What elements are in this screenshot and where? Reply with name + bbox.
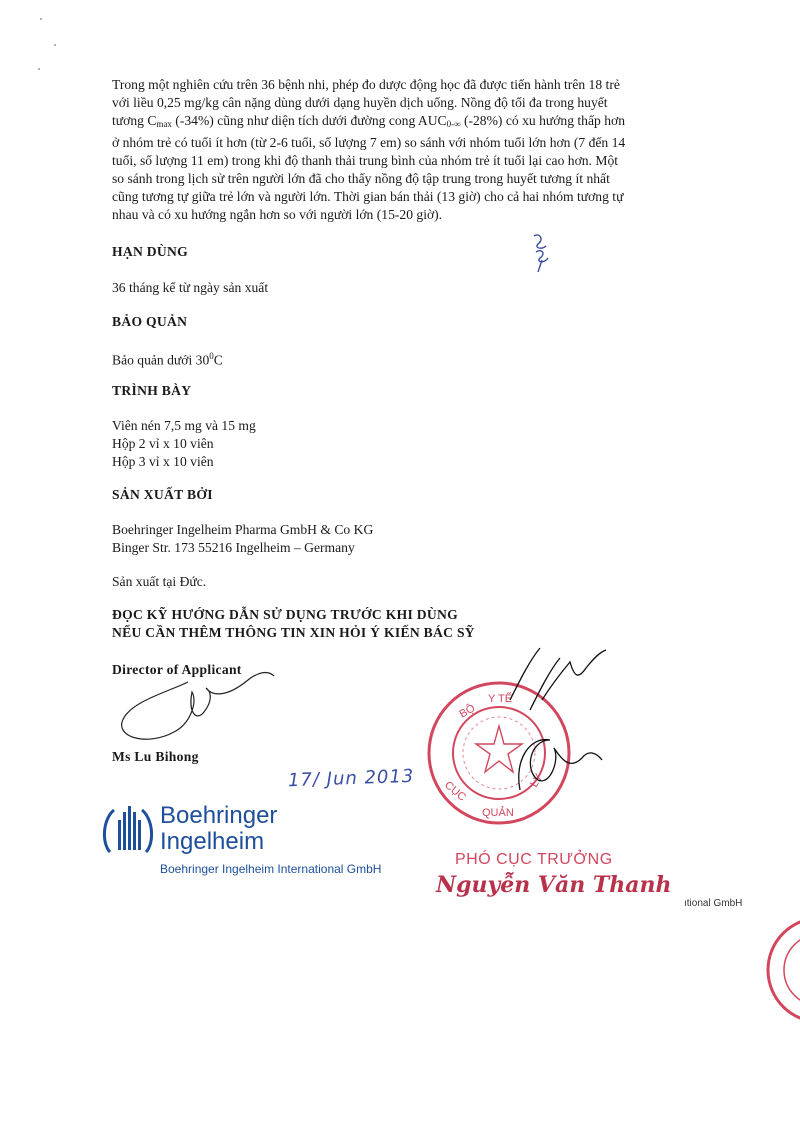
logo-company-name: Boehringer Ingelheim International GmbH <box>160 862 382 876</box>
svg-text:QUẢN: QUẢN <box>482 807 514 819</box>
paragraph-line-cmax: tương $C_{max}$ (-34%) cũng như diện tích dưới đường cong $AUC_{0-\infty}$ (-28%) có xu hướng thấp hơn <box>112 113 625 130</box>
manufacturer-address <box>112 521 373 557</box>
warning-ask-doctor: NẾU CẦN THÊM THÔNG TIN XIN HỎI Ý KIẾN BÁC SỸ <box>112 625 475 640</box>
signatory-name: Ms Lu Bihong <box>112 749 199 764</box>
paragraph-line: so sánh trong lịch sử trên người lớn đã cho thấy nồng độ tập trung trong huyết tương ít nhất <box>112 171 610 187</box>
svg-text:BỘ: BỘ <box>457 702 478 721</box>
presentation-item: Hộp 2 vỉ x 10 viên <box>112 436 214 452</box>
logo-line1: Boehringer <box>160 802 278 829</box>
manufacturer-heading: SẢN XUẤT BỞI <box>112 487 213 502</box>
logo-line2: Ingelheim <box>160 828 265 855</box>
scan-speck <box>54 44 56 46</box>
cutoff-company-text: ıtional GmbH <box>684 898 743 909</box>
paragraph-line: với liều 0,25 mg/kg cân nặng dùng dưới dạng huyền dịch uống. Nồng độ tối đa trong huyết <box>112 95 608 111</box>
shelf-life-text: 36 tháng kể từ ngày sản xuất <box>112 280 269 295</box>
scan-speck <box>38 68 40 70</box>
stamp-signature <box>490 640 610 800</box>
presentation-list <box>112 417 256 472</box>
shelf-life-heading: HẠN DÙNG <box>112 244 189 259</box>
warning-read-instructions: ĐỌC KỸ HƯỚNG DẪN SỬ DỤNG TRƯỚC KHI DÙNG <box>112 607 459 622</box>
presentation-heading: TRÌNH BÀY <box>112 383 192 398</box>
storage-text: Bảo quản dưới $30^0C$ <box>112 351 223 368</box>
pharmacokinetics-paragraph <box>112 76 692 225</box>
paragraph-line: nhau và có xu hướng ngắn hơn so với người lớn (15-20 giờ). <box>112 207 443 223</box>
partial-stamp <box>760 910 800 1030</box>
signatory-title: Director of Applicant <box>112 662 242 677</box>
presentation-item: Hộp 3 vỉ x 10 viên <box>112 454 214 470</box>
paragraph-line: tuổi, số lượng 11 em) trong khi độ thanh thải trung bình của nhóm trẻ ít tuổi lại cao hơn. Một <box>112 152 619 168</box>
stamp-position-title: PHÓ CỤC TRƯỞNG <box>455 851 613 868</box>
director-signature <box>108 662 278 752</box>
made-in-text: Sản xuất tại Đức. <box>112 574 207 589</box>
paragraph-line: ở nhóm trẻ có tuổi ít hơn (từ 2-6 tuổi, số lượng 7 em) so sánh với nhóm tuổi lớn hơn (7 đến 14 <box>112 134 626 150</box>
storage-heading: BẢO QUẢN <box>112 314 188 329</box>
svg-text:LÝ: LÝ <box>528 771 546 790</box>
paragraph-line: cũng tương tự giữa trẻ lớn và người lớn. Thời gian bán thải (13 giờ) cho cả hai nhóm tương tự <box>112 189 624 205</box>
initials-signature <box>528 230 560 274</box>
boehringer-logo-icon <box>100 800 156 856</box>
manufacturer-line: Binger Str. 173 55216 Ingelheim – Germany <box>112 540 355 556</box>
paragraph-line: Trong một nghiên cứu trên 36 bệnh nhi, phép đo dược động học đã được tiến hành trên 18 trẻ <box>112 77 620 92</box>
scan-speck <box>40 18 42 20</box>
svg-text:Y TẾ: Y TẾ <box>488 693 513 705</box>
svg-text:CỤC: CỤC <box>442 779 469 804</box>
presentation-item: Viên nén 7,5 mg và 15 mg <box>112 418 256 433</box>
stamp-official-name: Nguyễn Văn Thanh <box>436 872 672 898</box>
handwritten-date: 17/ Jun 2013 <box>287 765 415 792</box>
manufacturer-line: Boehringer Ingelheim Pharma GmbH & Co KG <box>112 522 374 537</box>
